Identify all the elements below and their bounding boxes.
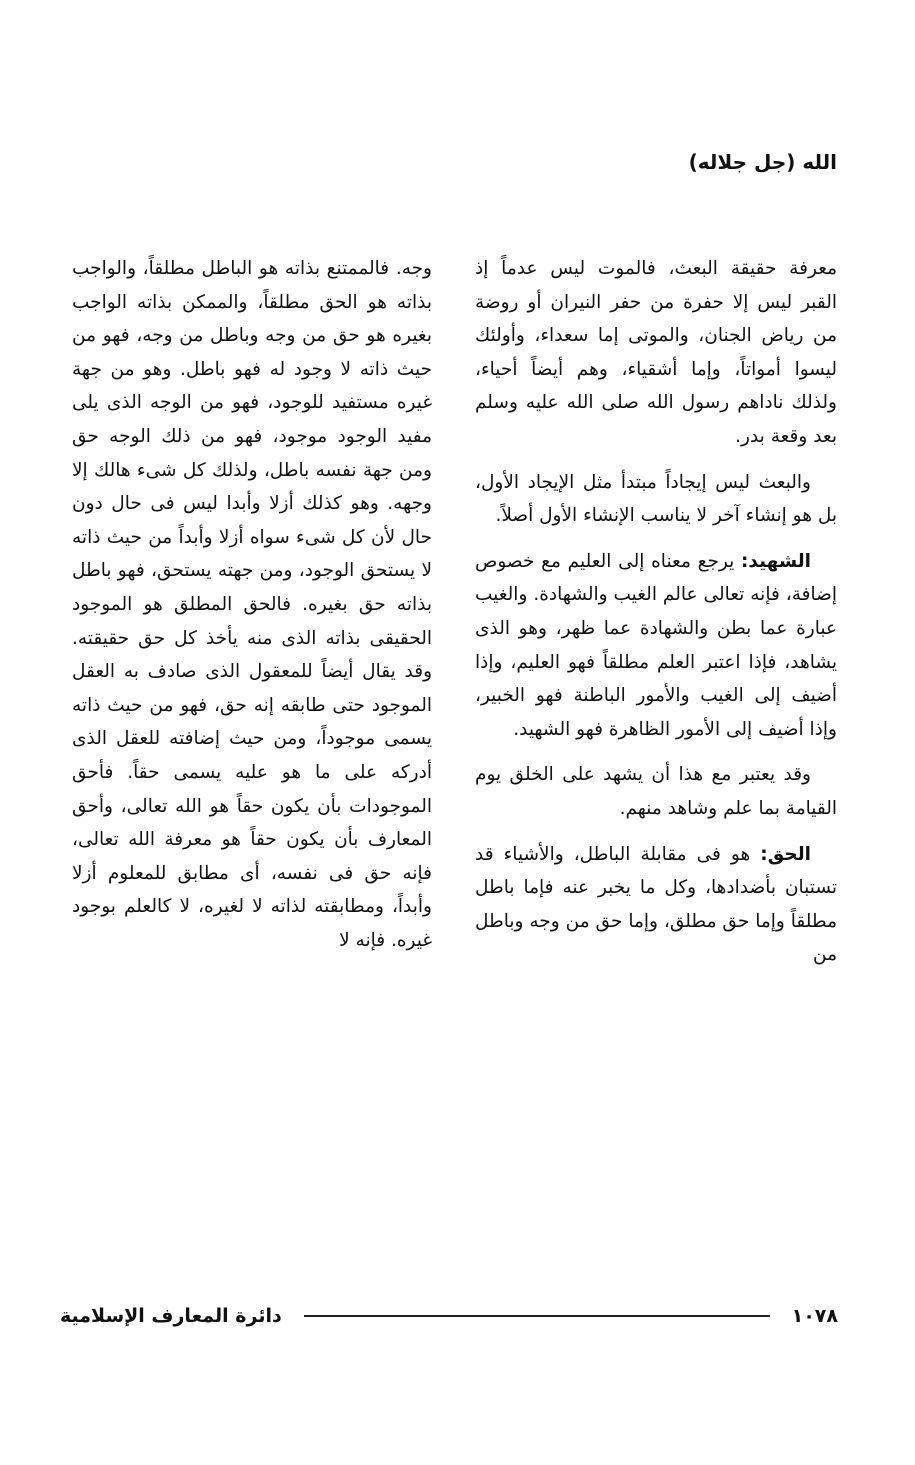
definition-al-shahid: يرجع معناه إلى العليم مع خصوص إضافة، فإنه تعالى عالم الغيب والشهادة. والغيب عبارة عما بطن والشهادة عما ظهر، وهو الذى يشاهد، فإذا اعتبر العلم مطلقاً فهو العليم، وإذا أضيف إلى الغيب والأمور الباطنة فهو الخبير، وإذا أضيف إلى الأمور الظاهرة فهو الشهيد. <box>475 550 837 740</box>
running-header-title: الله (جل جلاله) <box>688 150 837 174</box>
paragraph-al-haqq <box>475 838 837 972</box>
definition-al-haqq: هو فى مقابلة الباطل، والأشياء قد تستبان بأضدادها، وكل ما يخبر عنه فإما باطل مطلقاً وإما حق مطلق، وإما حق من وجه وباطل من <box>475 843 837 966</box>
page-footer <box>60 1298 838 1334</box>
term-al-shahid: الشهيد: <box>741 550 811 572</box>
book-title: دائرة المعارف الإسلامية <box>60 1305 282 1327</box>
paragraph-resurrection-knowledge: معرفة حقيقة البعث، فالموت ليس عدماً إذ القبر ليس إلا حفرة من حفر النيران أو روضة من رياض الجنان، والموتى إما سعداء، وأولئك ليسوا أمواتاً، وإما أشقياء، وهم أيضاً أحياء، ولذلك ناداهم رسول الله صلى الله عليه وسلم بعد وقعة بدر. <box>475 258 837 447</box>
left-text-column <box>72 252 432 969</box>
paragraph-truth-continuation: وجه. فالممتنع بذاته هو الباطل مطلقاً، والواجب بذاته هو الحق مطلقاً، والممكن بذاته الواجب بغيره هو حق من وجه وباطل من وجه، فهو من حيث ذاته لا وجود له فهو باطل. وهو من جهة غيره مستفيد للوجود، فهو من الوجه الذى يلى مفيد الوجود موجود، فهو من ذلك الوجه حق ومن جهة نفسه باطل، ولذلك كل شىء هالك إلا وجهه. وهو كذلك أزلا وأبدا ليس فى حال دون حال لأن كل شىء سواه أزلا وأبداً من حيث ذاته لا يستحق الوجود، ومن جهته يستحق، فهو باطل بذاته حق بغيره. فالحق المطلق هو الموجود الحقيقى بذاته الذى منه يأخذ كل حق حقيقته. وقد يقال أيضاً للمعقول الذى صادف به العقل الموجود حتى طابقه إنه حق، فهو من حيث ذاته يسمى موجوداً، ومن حيث إضافته للعقل الذى أدركه على ما هو عليه يسمى حقاً. فأحق الموجودات بأن يكون حقاً هو الله تعالى، وأحق المعارف بأن يكون حقاً هو معرفة الله تعالى، فإنه حق فى نفسه، أى مطابق للمعلوم أزلا وأبداً، ومطابقته لذاته لا لغيره، لا كالعلم بوجود غيره. فإنه لا <box>72 258 432 951</box>
paragraph-witness-judgment: وقد يعتبر مع هذا أن يشهد على الخلق يوم القيامة بما علم وشاهد منهم. <box>475 764 837 819</box>
right-text-column <box>475 252 837 984</box>
page-number: ١٠٧٨ <box>791 1305 838 1327</box>
paragraph-resurrection-creation: والبعث ليس إيجاداً مبتدأ مثل الإيجاد الأول، بل هو إنشاء آخر لا يناسب الإنشاء الأول أصلاً. <box>475 471 837 527</box>
paragraph-al-shahid <box>475 545 837 747</box>
footer-divider-line <box>304 1315 770 1317</box>
term-al-haqq: الحق: <box>760 843 811 865</box>
